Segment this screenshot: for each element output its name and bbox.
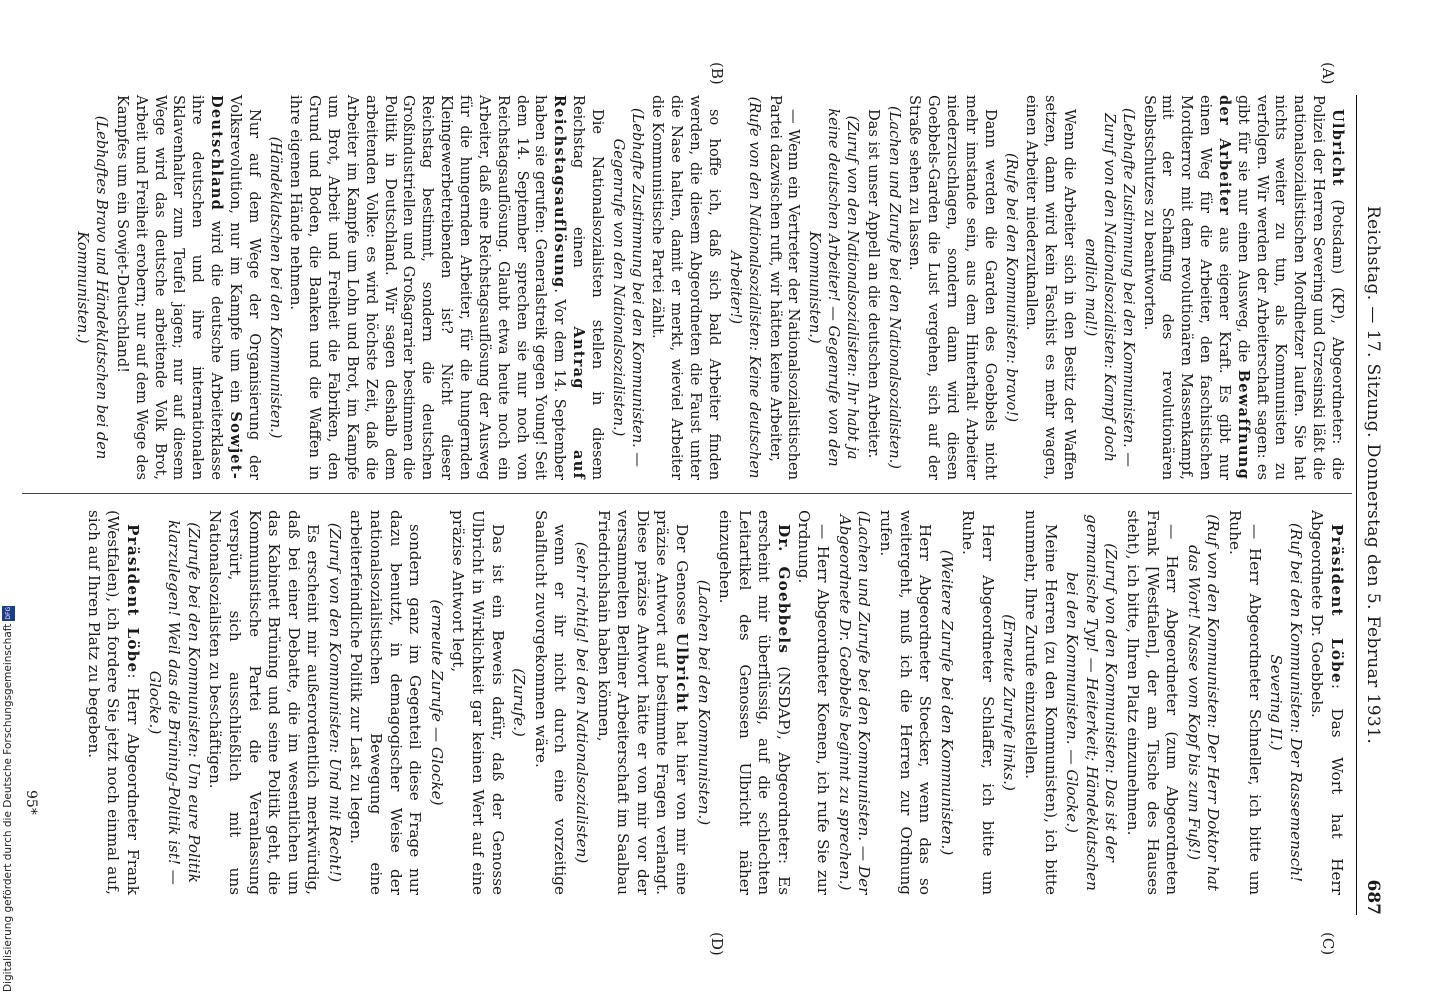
speech-paragraph [346,510,424,895]
text-run: : Das Wort hat Herr Abgeordnete Dr. Goebbels. [1308,510,1346,895]
interjection: (Händeklatschen bei den Kommunisten.) [266,136,284,439]
speech-paragraph [1139,95,1346,480]
interjection: (Erneute Zurufe links.) [1000,614,1019,791]
interjection: (erneute Zurufe — Glocke) [427,599,446,806]
interjection: (Zuruf von den Kommunisten: Das ist der germanische Typ! — Heiterkeit; Händeklatschen bei den Kommunisten. — Glocke.) [1063,514,1121,891]
interjection: (Lachen und Zurufe bei den Kommunisten. — Der Abgeordnete Dr. Goebbels beginnt zu sprechen.) [835,510,874,895]
interjection: (Lebhafte Zustimmung bei den Kommunisten. — Zuruf von den Nationalsozialisten: Kampf doch endlich mal!) [1082,107,1137,468]
right-column [83,510,1346,895]
speech-paragraph [648,95,723,480]
text-run: Dann werden die Garden des Goebbels nicht mehr imstande sein, aus dem Hinterhalt Arbeiter niederzuschlagen, sondern dann wird diesen Goebbels-Garden die Lust vergehen, sich auf der Straße sehen zu lassen. [906,95,999,480]
speech-paragraph [112,95,263,480]
text-run: (NSDAP), Abgeordneter: Es erscheint mir überflüssig, auf die schlechten Leitartikel des Genossen Ulbricht näher einzugehen. [716,510,793,895]
running-title: Reichstag. — 17. Sitzung. Donnerstag den 5. Februar 1931. [1363,205,1383,745]
text-run: so hoffe ich, daß sich bald Arbeiter finden werden, die diesem Abgeordneten die Faust unter die Nase halten, damit er merkt, wieviel Arbeiter die Kommunistische Partei zählt. [649,95,723,480]
interjection: (Rufe von den Nationalsozialisten: Keine deutschen Arbeiter!) [726,96,763,479]
interjection: (Weitere Zurufe bei den Kommunisten.) [937,549,956,856]
emphasis-text: Präsident Löbe [1328,524,1346,684]
emphasis-text: Ulbricht [1329,109,1346,187]
speech-paragraph [905,95,999,480]
text-run: aus eigener Kraft. Es gibt nur einen Weg für die Arbeiter, den faschistischen Mordterror mit dem revolutionären Massenkampf, mit der Schaffung des revolutionären Selbstschutzes zu beantworten. [1140,95,1233,480]
credit-text: Digitalisierung gefördert durch die Deutsche Forschungsgemeinschaft [2,623,14,992]
interjection: (Ruf bei den Kommunisten: Der Rassemensch! Severing II.) [1267,522,1305,883]
emphasis-text: Bewaffnung der Arbeiter [1215,95,1252,480]
speech-paragraph [530,510,569,895]
signature-mark: 95* [23,790,39,815]
speech-paragraph [875,510,934,895]
text-run: — Herr Abgeordneter (zum Abgeordneten Frank [Westfalen], der am Tische des Hauses steht), ich bitte, Ihren Platz einzunehmen. [1124,510,1182,895]
speech-paragraph [1307,510,1346,895]
text-run: Nur auf dem Wege der Organisierung der Volksrevolution, nur im Kampfe um ein [226,95,263,480]
emphasis-text: Ulbricht [673,632,691,714]
interjection: (Lebhafte Zustimmung bei den Kommunisten. — Gegenrufe von den Nationalsozialisten.) [609,107,646,468]
digitization-credit [1,606,15,992]
page-header [1356,95,1389,915]
interjection: (Zurufe.) [510,668,529,737]
speech-paragraph [715,510,793,895]
interjection: (Lachen und Zurufe bei den Nationalsozialisten.) [885,106,903,469]
text-run: Wenn die Arbeiter sich in den Besitz der Waffen setzen, dann wird kein Faschist es mehr wagen, einen Arbeiter niederzuknallen. [1023,95,1079,480]
margin-marker-b: (B) [708,62,726,85]
interjection: (Zuruf von den Nationalsozialisten: Ihr habt ja keine deutschen Arbeiter! — Gegenrufe von den Kommunisten.) [806,108,861,467]
interjection: (Rufe bei den Kommunisten: bravo!) [1002,152,1020,423]
speech-paragraph [205,510,323,895]
speech-paragraph [1224,510,1263,895]
text-run: Das ist unser Appell an die deutschen Arbeiter. [864,109,882,459]
interjection: (sehr richtig! bei den Nationalsozialisten) [573,541,592,864]
speech-paragraph [958,510,997,895]
text-run: . Vor dem 14. September haben sie gerufen: Generalstreik gegen Young! Seit dem 14. September sprechen sie nur noch von Reichstagsauflösung. Glaubt etwa heute noch ein Arbeiter, daß eine Reichstagsauflösung der Ausweg für die hungernden Arbeiter, für die hungernden Kleingewerbetreibenden ist? Nicht dieser Reichstag bestimmt, sondern die deutschen Großindustriellen und Großagrarier bestimmen die Politik in Deutschland. Wir sagen deshalb dem arbeitenden Volke: es wird höchste Zeit, daß die Arbeiter im Kampfe um Lohn und Brot, im Kampfe um Brot, Arbeit und Freiheit die Fabriken, den Grund und Boden, die Banken und die Waffen in ihre eigenen Hände nehmen. [287,95,569,480]
text-run: — Herr Abgeordneter Koenen, ich rufe Sie zur Ordnung. [794,510,833,895]
speech-paragraph [448,510,507,895]
speech-paragraph [1022,95,1079,480]
emphasis-text: Sowjet-Deutschland [208,95,244,480]
emphasis-text: Dr. Goebbels [774,524,793,655]
speech-paragraph [863,95,882,480]
margin-marker-a: (A) [1319,62,1337,85]
text-run: Die Nationalsozialisten stellen in diesem Reichstag einen [570,95,606,480]
text-run: Das ist ein Beweis dafür, daß der Genosse Ulbricht in Wirklichkeit gar keinen Wert auf eine präzise Antwort legt, [449,510,507,895]
speech-paragraph [1021,510,1060,895]
interjection: (Zurufe bei den Kommunisten: Um eure Politik klarzulegen! Weil das die Brüning-Politik ist! — Glocke.) [145,520,203,885]
interjection: (Lachen bei den Kommunisten.) [694,579,713,826]
text-run: : Herr Abgeordneter Frank (Westfalen), ich fordere Sie jetzt noch einmal auf, sich auf Ihren Platz zu begeben. [84,510,142,895]
text-run: Es erscheint mir außerordentlich merkwürdig, daß bei einer Debatte, die im wesentlichen um das Kabinett Brüning und seine Politik geht, die Kommunistische Partei die Veranlassung verspürt, sich ausschließlich mit uns Nationalsozialisten zu beschäftigen. [206,510,323,895]
speech-paragraph [1122,510,1181,895]
text-run: (Potsdam) (KP), Abgeordneter: die Polizei der Herren Severing und Grzesinski läßt die nationalsozialistischen Mordhetzer laufen. Sie hat nichts weiter zu tun, als Kommunisten zu verfolgen. Wir werden der Arbeiterschaft sagen: es gibt für sie nur einen Ausweg, die [1234,95,1346,480]
text-run: hat hier von mir eine präzise Antwort auf bestimmte Fragen verlangt. Diese präzise Antwort hätte er von mir vor der versammelten Berliner Arbeiterschaft im Saalbau Friedrichshain haben können, [594,510,691,895]
speech-paragraph [765,95,803,480]
interjection: (Zuruf von den Kommunisten: Und mit Recht!) [325,522,344,883]
column-divider [22,493,1352,494]
text-run: Meine Herren (zu den Kommunisten), ich bitte nunmehr, Ihre Zurufe einzustellen. [1022,510,1060,895]
margin-marker-d: (D) [708,932,726,956]
speech-paragraph [793,510,832,895]
text-run: Der Genosse [673,524,691,633]
interjection: (Lebhaftes Bravo und Händeklatschen bei den Kommunisten.) [74,115,110,460]
dfg-logo: DFG [2,606,15,621]
interjection: (Ruf von den Kommunisten: Der Herr Doktor hat das Wort! Nasse vom Kopf bis zum Fuß!) [1184,514,1223,891]
text-run: Herr Abgeordneter Stoecker, wenn das so weitergeht, muß ich die Herren zur Ordnung rufen. [876,510,935,895]
text-run: — Wenn ein Vertreter der Nationalsozialistischen Partei dazwischen ruft, wir hätten keine Arbeiter, [766,95,803,480]
page-number: 687 [1363,879,1383,915]
text-run: wird die deutsche Arbeiterklasse ihre deutschen und ihre internationalen Sklavenhalter zum Teufel jagen; nur auf diesem Wege wird das deutsche arbeitende Volk Brot, Arbeit und Freiheit erobern; nur auf dem Wege des Kampfes um ein Sowjet-Deutschland! [113,95,226,480]
emphasis-text: Antrag auf Reichstagsauflösung [551,95,588,481]
text-run: — Herr Abgeordneter Schneller, ich bitte um Ruhe. [1226,510,1264,895]
speech-paragraph [286,95,606,480]
text-run: wenn er ihr nicht durch eine vorzeitige Saalflucht zuvorgekommen wäre. [531,510,570,895]
text-run: sondern ganz im Gegenteil diese Frage nur dazu benutzt, in demagogischer Weise der nationalsozialistischen Bewegung eine arbeiterfeindliche Politik zur Last zu legen. [347,510,425,895]
left-column [70,95,1346,480]
text-run: Herr Abgeordneter Schlaffer, ich bitte um Ruhe. [959,510,997,895]
speech-paragraph [593,510,691,895]
emphasis-text: Präsident Löbe [123,524,142,674]
margin-marker-c: (C) [1319,932,1337,956]
speech-paragraph [83,510,142,895]
